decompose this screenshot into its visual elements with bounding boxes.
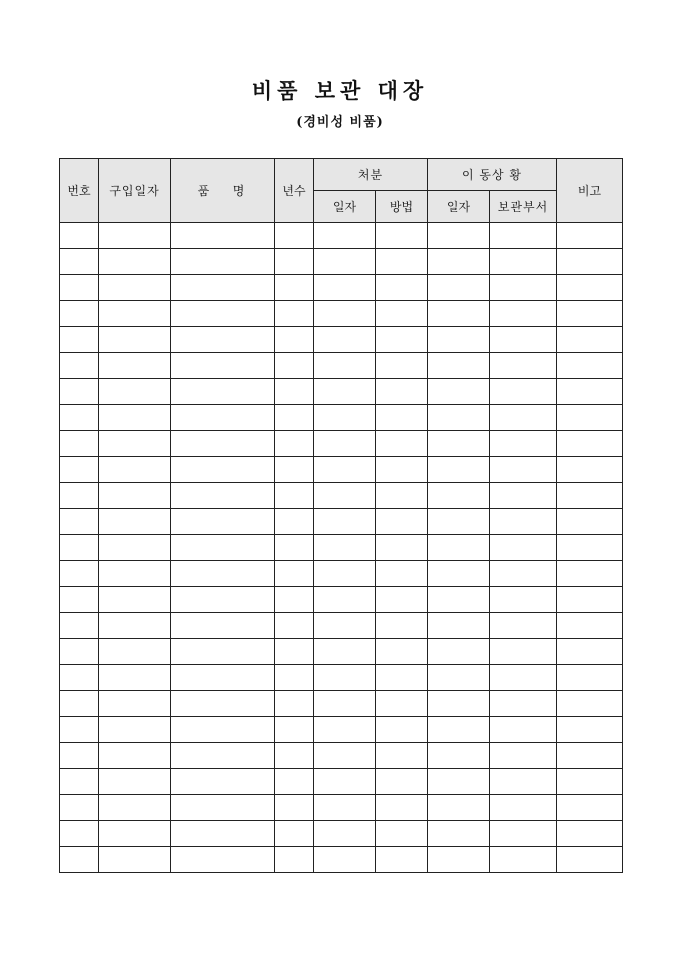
- cell-storage-dept[interactable]: [490, 535, 557, 561]
- cell-years[interactable]: [275, 561, 314, 587]
- cell-remarks[interactable]: [557, 769, 623, 795]
- cell-remarks[interactable]: [557, 431, 623, 457]
- table-row: [60, 769, 623, 795]
- cell-years[interactable]: [275, 457, 314, 483]
- cell-number[interactable]: [60, 847, 99, 873]
- cell-item-name[interactable]: [171, 665, 275, 691]
- cell-disposal-method[interactable]: [376, 587, 428, 613]
- cell-item-name[interactable]: [171, 613, 275, 639]
- cell-number[interactable]: [60, 821, 99, 847]
- cell-disposal-method[interactable]: [376, 275, 428, 301]
- cell-purchase-date[interactable]: [99, 665, 171, 691]
- table-row: [60, 301, 623, 327]
- cell-movement-date[interactable]: [428, 561, 490, 587]
- cell-purchase-date[interactable]: [99, 483, 171, 509]
- cell-disposal-method[interactable]: [376, 431, 428, 457]
- cell-disposal-date[interactable]: [314, 379, 376, 405]
- cell-number[interactable]: [60, 717, 99, 743]
- cell-item-name[interactable]: [171, 691, 275, 717]
- table-row: [60, 509, 623, 535]
- cell-disposal-method[interactable]: [376, 301, 428, 327]
- cell-years[interactable]: [275, 327, 314, 353]
- table-row: [60, 249, 623, 275]
- cell-movement-date[interactable]: [428, 613, 490, 639]
- cell-item-name[interactable]: [171, 223, 275, 249]
- cell-storage-dept[interactable]: [490, 301, 557, 327]
- cell-item-name[interactable]: [171, 535, 275, 561]
- cell-number[interactable]: [60, 665, 99, 691]
- cell-disposal-method[interactable]: [376, 639, 428, 665]
- cell-years[interactable]: [275, 665, 314, 691]
- cell-movement-date[interactable]: [428, 223, 490, 249]
- cell-purchase-date[interactable]: [99, 743, 171, 769]
- cell-storage-dept[interactable]: [490, 717, 557, 743]
- cell-storage-dept[interactable]: [490, 275, 557, 301]
- document-title: 비품 보관 대장: [251, 78, 429, 103]
- cell-disposal-date[interactable]: [314, 353, 376, 379]
- cell-storage-dept[interactable]: [490, 405, 557, 431]
- cell-disposal-date[interactable]: [314, 665, 376, 691]
- cell-remarks[interactable]: [557, 353, 623, 379]
- cell-movement-date[interactable]: [428, 379, 490, 405]
- cell-purchase-date[interactable]: [99, 379, 171, 405]
- cell-years[interactable]: [275, 769, 314, 795]
- cell-purchase-date[interactable]: [99, 639, 171, 665]
- cell-disposal-method[interactable]: [376, 821, 428, 847]
- cell-disposal-date[interactable]: [314, 639, 376, 665]
- cell-years[interactable]: [275, 483, 314, 509]
- cell-storage-dept[interactable]: [490, 665, 557, 691]
- cell-purchase-date[interactable]: [99, 327, 171, 353]
- cell-movement-date[interactable]: [428, 483, 490, 509]
- cell-number[interactable]: [60, 587, 99, 613]
- cell-item-name[interactable]: [171, 639, 275, 665]
- cell-movement-date[interactable]: [428, 795, 490, 821]
- table-row: [60, 223, 623, 249]
- table-row: [60, 275, 623, 301]
- cell-number[interactable]: [60, 483, 99, 509]
- cell-number[interactable]: [60, 639, 99, 665]
- cell-years[interactable]: [275, 795, 314, 821]
- cell-remarks[interactable]: [557, 509, 623, 535]
- cell-item-name[interactable]: [171, 327, 275, 353]
- cell-disposal-method[interactable]: [376, 223, 428, 249]
- cell-disposal-date[interactable]: [314, 249, 376, 275]
- cell-storage-dept[interactable]: [490, 847, 557, 873]
- cell-disposal-method[interactable]: [376, 483, 428, 509]
- cell-remarks[interactable]: [557, 223, 623, 249]
- cell-movement-date[interactable]: [428, 717, 490, 743]
- cell-item-name[interactable]: [171, 483, 275, 509]
- table-row: [60, 665, 623, 691]
- cell-movement-date[interactable]: [428, 353, 490, 379]
- cell-storage-dept[interactable]: [490, 327, 557, 353]
- table-row: [60, 821, 623, 847]
- cell-remarks[interactable]: [557, 691, 623, 717]
- cell-disposal-date[interactable]: [314, 483, 376, 509]
- cell-number[interactable]: [60, 327, 99, 353]
- cell-movement-date[interactable]: [428, 249, 490, 275]
- header-disposal-method: 방법: [376, 191, 428, 223]
- cell-purchase-date[interactable]: [99, 431, 171, 457]
- table-row: [60, 717, 623, 743]
- cell-remarks[interactable]: [557, 665, 623, 691]
- cell-item-name[interactable]: [171, 275, 275, 301]
- cell-disposal-method[interactable]: [376, 379, 428, 405]
- cell-disposal-method[interactable]: [376, 457, 428, 483]
- cell-storage-dept[interactable]: [490, 613, 557, 639]
- cell-movement-date[interactable]: [428, 691, 490, 717]
- header-movement-date: 일자: [428, 191, 490, 223]
- cell-storage-dept[interactable]: [490, 457, 557, 483]
- cell-storage-dept[interactable]: [490, 353, 557, 379]
- cell-movement-date[interactable]: [428, 587, 490, 613]
- header-purchase-date: 구입일자: [99, 159, 171, 223]
- cell-item-name[interactable]: [171, 431, 275, 457]
- cell-storage-dept[interactable]: [490, 769, 557, 795]
- cell-years[interactable]: [275, 405, 314, 431]
- cell-disposal-method[interactable]: [376, 405, 428, 431]
- header-disposal: 처분: [314, 159, 428, 191]
- cell-movement-date[interactable]: [428, 405, 490, 431]
- cell-purchase-date[interactable]: [99, 691, 171, 717]
- cell-purchase-date[interactable]: [99, 769, 171, 795]
- cell-storage-dept[interactable]: [490, 223, 557, 249]
- header-remarks: 비고: [557, 159, 623, 223]
- cell-disposal-method[interactable]: [376, 249, 428, 275]
- cell-number[interactable]: [60, 379, 99, 405]
- cell-movement-date[interactable]: [428, 509, 490, 535]
- cell-remarks[interactable]: [557, 249, 623, 275]
- cell-remarks[interactable]: [557, 561, 623, 587]
- cell-purchase-date[interactable]: [99, 587, 171, 613]
- cell-purchase-date[interactable]: [99, 613, 171, 639]
- cell-years[interactable]: [275, 587, 314, 613]
- header-storage-dept: 보관부서: [490, 191, 557, 223]
- cell-movement-date[interactable]: [428, 535, 490, 561]
- cell-years[interactable]: [275, 535, 314, 561]
- cell-disposal-date[interactable]: [314, 457, 376, 483]
- cell-purchase-date[interactable]: [99, 353, 171, 379]
- table-row: [60, 353, 623, 379]
- header-item-name: 품 명: [171, 159, 275, 223]
- cell-item-name[interactable]: [171, 795, 275, 821]
- cell-storage-dept[interactable]: [490, 821, 557, 847]
- cell-years[interactable]: [275, 353, 314, 379]
- cell-storage-dept[interactable]: [490, 743, 557, 769]
- cell-number[interactable]: [60, 743, 99, 769]
- cell-remarks[interactable]: [557, 327, 623, 353]
- table-row: [60, 405, 623, 431]
- cell-movement-date[interactable]: [428, 457, 490, 483]
- cell-disposal-method[interactable]: [376, 535, 428, 561]
- table-row: [60, 457, 623, 483]
- table-row: [60, 431, 623, 457]
- cell-disposal-method[interactable]: [376, 327, 428, 353]
- cell-disposal-date[interactable]: [314, 847, 376, 873]
- cell-years[interactable]: [275, 223, 314, 249]
- cell-years[interactable]: [275, 639, 314, 665]
- cell-years[interactable]: [275, 509, 314, 535]
- cell-number[interactable]: [60, 301, 99, 327]
- cell-item-name[interactable]: [171, 769, 275, 795]
- cell-disposal-date[interactable]: [314, 509, 376, 535]
- cell-movement-date[interactable]: [428, 665, 490, 691]
- cell-years[interactable]: [275, 301, 314, 327]
- cell-disposal-date[interactable]: [314, 327, 376, 353]
- cell-purchase-date[interactable]: [99, 821, 171, 847]
- table-row: [60, 639, 623, 665]
- cell-movement-date[interactable]: [428, 821, 490, 847]
- cell-disposal-date[interactable]: [314, 223, 376, 249]
- cell-years[interactable]: [275, 691, 314, 717]
- cell-years[interactable]: [275, 431, 314, 457]
- equipment-ledger-table: [59, 158, 623, 873]
- cell-item-name[interactable]: [171, 561, 275, 587]
- cell-remarks[interactable]: [557, 639, 623, 665]
- cell-disposal-method[interactable]: [376, 691, 428, 717]
- cell-disposal-date[interactable]: [314, 275, 376, 301]
- cell-storage-dept[interactable]: [490, 639, 557, 665]
- cell-disposal-method[interactable]: [376, 509, 428, 535]
- cell-years[interactable]: [275, 743, 314, 769]
- table-row: [60, 327, 623, 353]
- cell-number[interactable]: [60, 405, 99, 431]
- cell-movement-date[interactable]: [428, 639, 490, 665]
- table-row: [60, 613, 623, 639]
- cell-purchase-date[interactable]: [99, 847, 171, 873]
- cell-storage-dept[interactable]: [490, 561, 557, 587]
- cell-purchase-date[interactable]: [99, 301, 171, 327]
- cell-purchase-date[interactable]: [99, 795, 171, 821]
- cell-disposal-date[interactable]: [314, 301, 376, 327]
- cell-years[interactable]: [275, 379, 314, 405]
- cell-number[interactable]: [60, 431, 99, 457]
- table-row: [60, 587, 623, 613]
- cell-movement-date[interactable]: [428, 769, 490, 795]
- header-number: 번호: [60, 159, 99, 223]
- cell-disposal-method[interactable]: [376, 769, 428, 795]
- cell-remarks[interactable]: [557, 717, 623, 743]
- cell-storage-dept[interactable]: [490, 795, 557, 821]
- cell-storage-dept[interactable]: [490, 483, 557, 509]
- cell-disposal-date[interactable]: [314, 613, 376, 639]
- cell-number[interactable]: [60, 561, 99, 587]
- cell-disposal-date[interactable]: [314, 535, 376, 561]
- cell-item-name[interactable]: [171, 587, 275, 613]
- cell-remarks[interactable]: [557, 795, 623, 821]
- table-header: [60, 159, 623, 223]
- cell-disposal-date[interactable]: [314, 717, 376, 743]
- cell-disposal-method[interactable]: [376, 743, 428, 769]
- cell-number[interactable]: [60, 275, 99, 301]
- table-row: [60, 379, 623, 405]
- cell-remarks[interactable]: [557, 613, 623, 639]
- cell-number[interactable]: [60, 613, 99, 639]
- cell-disposal-method[interactable]: [376, 561, 428, 587]
- cell-years[interactable]: [275, 275, 314, 301]
- cell-remarks[interactable]: [557, 379, 623, 405]
- cell-disposal-date[interactable]: [314, 561, 376, 587]
- document-subtitle: (경비성 비품): [296, 115, 384, 130]
- cell-years[interactable]: [275, 821, 314, 847]
- cell-disposal-date[interactable]: [314, 743, 376, 769]
- cell-remarks[interactable]: [557, 457, 623, 483]
- table-row: [60, 483, 623, 509]
- cell-movement-date[interactable]: [428, 743, 490, 769]
- cell-remarks[interactable]: [557, 275, 623, 301]
- cell-number[interactable]: [60, 223, 99, 249]
- cell-storage-dept[interactable]: [490, 431, 557, 457]
- cell-remarks[interactable]: [557, 405, 623, 431]
- header-years: 년수: [275, 159, 314, 223]
- cell-purchase-date[interactable]: [99, 561, 171, 587]
- cell-number[interactable]: [60, 457, 99, 483]
- cell-disposal-date[interactable]: [314, 587, 376, 613]
- cell-purchase-date[interactable]: [99, 535, 171, 561]
- cell-purchase-date[interactable]: [99, 509, 171, 535]
- table-row: [60, 691, 623, 717]
- cell-purchase-date[interactable]: [99, 717, 171, 743]
- cell-remarks[interactable]: [557, 301, 623, 327]
- header-movement: 이 동상 황: [428, 159, 557, 191]
- cell-storage-dept[interactable]: [490, 249, 557, 275]
- cell-movement-date[interactable]: [428, 301, 490, 327]
- cell-years[interactable]: [275, 249, 314, 275]
- cell-purchase-date[interactable]: [99, 275, 171, 301]
- cell-years[interactable]: [275, 613, 314, 639]
- cell-remarks[interactable]: [557, 847, 623, 873]
- cell-item-name[interactable]: [171, 821, 275, 847]
- cell-item-name[interactable]: [171, 509, 275, 535]
- cell-item-name[interactable]: [171, 717, 275, 743]
- cell-item-name[interactable]: [171, 847, 275, 873]
- cell-number[interactable]: [60, 795, 99, 821]
- cell-item-name[interactable]: [171, 405, 275, 431]
- cell-item-name[interactable]: [171, 743, 275, 769]
- cell-purchase-date[interactable]: [99, 457, 171, 483]
- cell-number[interactable]: [60, 353, 99, 379]
- cell-number[interactable]: [60, 769, 99, 795]
- table-row: [60, 743, 623, 769]
- cell-years[interactable]: [275, 847, 314, 873]
- cell-storage-dept[interactable]: [490, 509, 557, 535]
- cell-disposal-method[interactable]: [376, 353, 428, 379]
- cell-disposal-method[interactable]: [376, 717, 428, 743]
- cell-item-name[interactable]: [171, 457, 275, 483]
- cell-number[interactable]: [60, 509, 99, 535]
- table-row: [60, 847, 623, 873]
- table-row: [60, 795, 623, 821]
- cell-disposal-date[interactable]: [314, 769, 376, 795]
- cell-remarks[interactable]: [557, 587, 623, 613]
- cell-remarks[interactable]: [557, 743, 623, 769]
- cell-purchase-date[interactable]: [99, 223, 171, 249]
- cell-years[interactable]: [275, 717, 314, 743]
- cell-disposal-date[interactable]: [314, 405, 376, 431]
- cell-purchase-date[interactable]: [99, 249, 171, 275]
- cell-item-name[interactable]: [171, 379, 275, 405]
- table-row: [60, 561, 623, 587]
- table-body: [60, 223, 623, 873]
- cell-disposal-date[interactable]: [314, 821, 376, 847]
- cell-storage-dept[interactable]: [490, 379, 557, 405]
- cell-item-name[interactable]: [171, 353, 275, 379]
- header-disposal-date: 일자: [314, 191, 376, 223]
- cell-number[interactable]: [60, 535, 99, 561]
- cell-disposal-date[interactable]: [314, 691, 376, 717]
- cell-disposal-method[interactable]: [376, 795, 428, 821]
- cell-movement-date[interactable]: [428, 275, 490, 301]
- cell-remarks[interactable]: [557, 535, 623, 561]
- cell-remarks[interactable]: [557, 483, 623, 509]
- cell-storage-dept[interactable]: [490, 587, 557, 613]
- cell-disposal-method[interactable]: [376, 665, 428, 691]
- cell-disposal-date[interactable]: [314, 431, 376, 457]
- cell-movement-date[interactable]: [428, 431, 490, 457]
- cell-purchase-date[interactable]: [99, 405, 171, 431]
- cell-number[interactable]: [60, 691, 99, 717]
- cell-movement-date[interactable]: [428, 327, 490, 353]
- cell-item-name[interactable]: [171, 249, 275, 275]
- cell-disposal-method[interactable]: [376, 613, 428, 639]
- cell-item-name[interactable]: [171, 301, 275, 327]
- cell-remarks[interactable]: [557, 821, 623, 847]
- cell-storage-dept[interactable]: [490, 691, 557, 717]
- cell-number[interactable]: [60, 249, 99, 275]
- cell-disposal-date[interactable]: [314, 795, 376, 821]
- cell-disposal-method[interactable]: [376, 847, 428, 873]
- table-row: [60, 535, 623, 561]
- cell-movement-date[interactable]: [428, 847, 490, 873]
